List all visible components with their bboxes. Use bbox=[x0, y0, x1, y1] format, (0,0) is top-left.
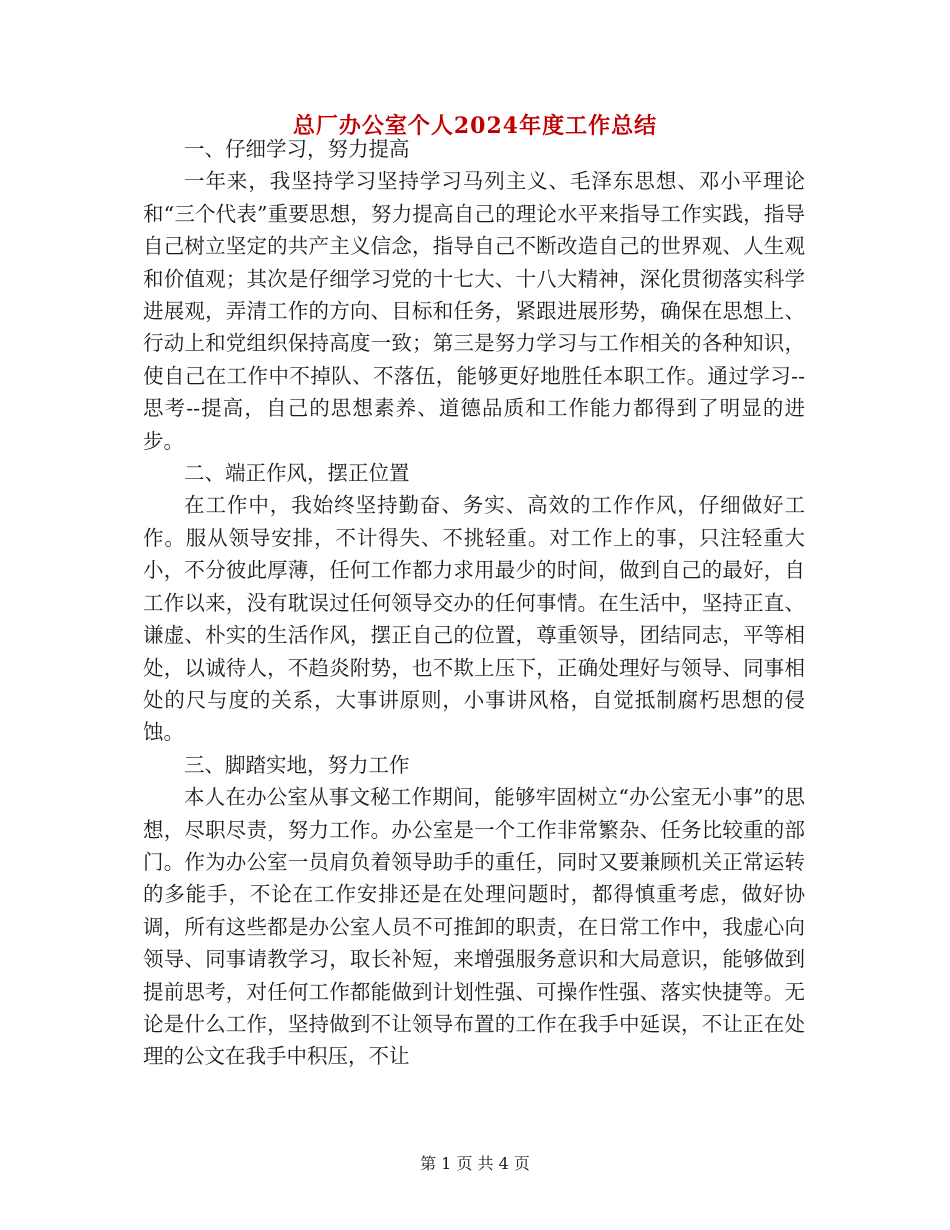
paragraph-1: 一年来，我坚持学习坚持学习马列主义、毛泽东思想、邓小平理论和“三个代表”重要思想，努力提高自己的理论水平来指导工作实践，指导自己树立坚定的共产主义信念，指导自己不断改造自己的世界观、人生观和价值观；其次是仔细学习党的十七大、十八大精神，深化贯彻落实科学进展观，弄清工作的方向、目标和任务，紧跟进展形势，确保在思想上、行动上和党组织保持高度一致；第三是努力学习与工作相关的各种知识，使自己在工作中不掉队、不落伍，能够更好地胜任本职工作。通过学习--思考--提高，自己的思想素养、道德品质和工作能力都得到了明显的进步。 bbox=[143, 169, 805, 453]
document-title: 总厂办公室个人2024年度工作总结 bbox=[292, 113, 658, 139]
heading-1: 一、仔细学习，努力提高 bbox=[184, 137, 410, 161]
page-footer: 第 1 页 共 4 页 bbox=[420, 1154, 530, 1173]
paragraph-2: 在工作中，我始终坚持勤奋、务实、高效的工作作风，仔细做好工作。服从领导安排，不计得失、不挑轻重。对工作上的事，只注轻重大小，不分彼此厚薄，任何工作都力求用最少的时间，做到自己的最好，自工作以来，没有耽误过任何领导交办的任何事情。在生活中，坚持正直、谦虚、朴实的生活作风，摆正自己的位置，尊重领导，团结同志，平等相处，以诚待人，不趋炎附势，也不欺上压下，正确处理好与领导、同事相处的尺与度的关系，大事讲原则，小事讲风格，自觉抵制腐朽思想的侵蚀。 bbox=[143, 493, 805, 745]
document-body bbox=[143, 133, 805, 1073]
paragraph-3: 本人在办公室从事文秘工作期间，能够牢固树立“办公室无小事”的思想，尽职尽责，努力工作。办公室是一个工作非常繁杂、任务比较重的部门。作为办公室一员肩负着领导助手的重任，同时又要兼顾机关正常运转的多能手，不论在工作安排还是在处理问题时，都得慎重考虑，做好协调，所有这些都是办公室人员不可推卸的职责，在日常工作中，我虚心向领导、同事请教学习，取长补短，来增强服务意识和大局意识，能够做到提前思考，对任何工作都能做到计划性强、可操作性强、落实快捷等。无论是什么工作，坚持做到不让领导布置的工作在我手中延误，不让正在处理的公文在我手中积压，不让 bbox=[143, 785, 805, 1069]
heading-3: 三、脚踏实地，努力工作 bbox=[184, 752, 410, 777]
heading-2: 二、端正作风，摆正位置 bbox=[184, 461, 410, 486]
